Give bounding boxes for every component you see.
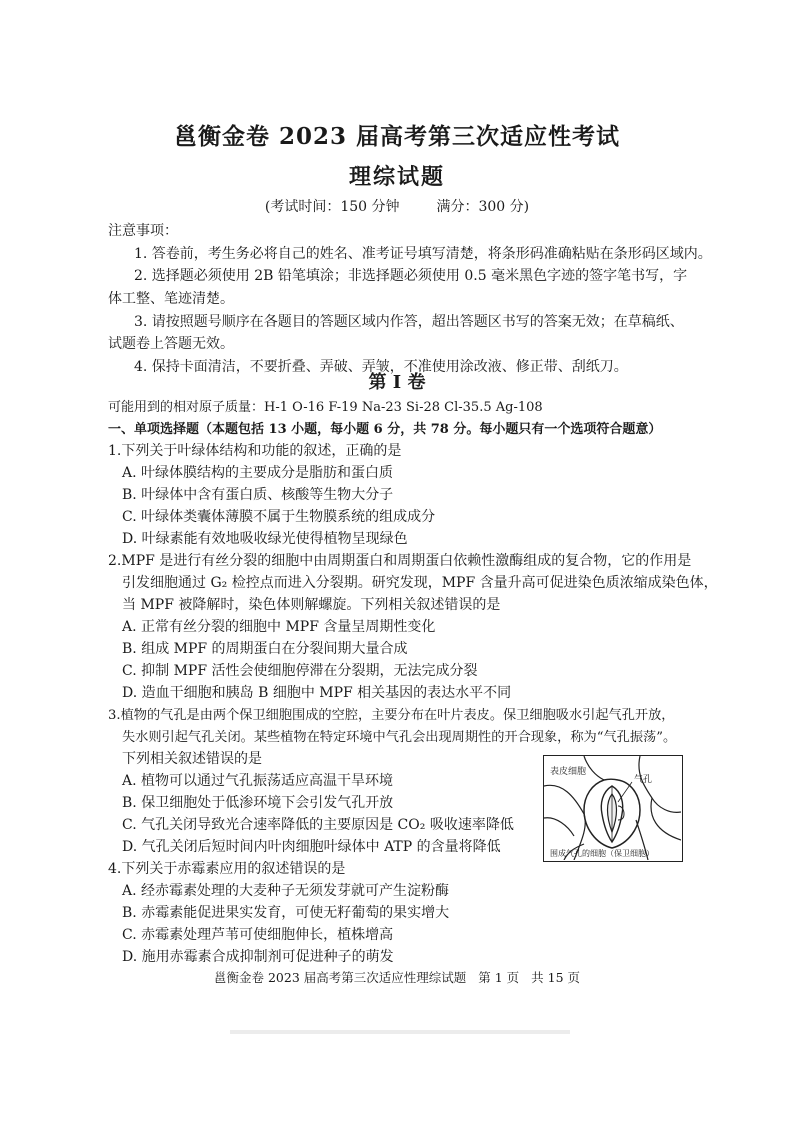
figure-caption: 围成气孔的细胞（保卫细胞） <box>550 849 654 858</box>
q4-option-b: B. 赤霉素能促进果实发育，可使无籽葡萄的果实增大 <box>122 905 450 921</box>
notice-heading: 注意事项： <box>108 223 178 239</box>
q3-stem-line-2: 失水则引起气孔关闭。某些植物在特定环境中气孔会出现周期性的开合现象，称为“气孔振荡”。 <box>122 730 677 745</box>
section-title: 第 I 卷 <box>368 372 426 393</box>
q3-stem-line-1: 3.植物的气孔是由两个保卫细胞围成的空腔，主要分布在叶片表皮。保卫细胞吸水引起气孔开放， <box>108 708 675 723</box>
exam-time: (考试时间：150 分钟 <box>264 199 400 215</box>
q4-option-c: C. 赤霉素处理芦苇可使细胞伸长，植株增高 <box>122 927 394 943</box>
q2-option-c: C. 抑制 MPF 活性会使细胞停滞在分裂期，无法完成分裂 <box>122 663 478 679</box>
q1-stem: 1.下列关于叶绿体结构和功能的叙述，正确的是 <box>108 443 402 459</box>
notice-line-2: 2. 选择题必须使用 2B 铅笔填涂；非选择题必须使用 0.5 毫米黑色字迹的签字笔书写，字 <box>134 268 688 284</box>
full-score: 满分：300 分) <box>436 199 530 215</box>
notice-line-3: 体工整、笔迹清楚。 <box>108 291 234 307</box>
footer-page: 第 1 页 <box>478 970 520 985</box>
atomic-masses: 可能用到的相对原子质量：H-1 O-16 F-19 Na-23 Si-28 Cl-35.5 Ag-108 <box>108 400 543 415</box>
exam-title: 邕衡金卷 2023 届高考第三次适应性考试 <box>173 123 621 150</box>
notice-line-4: 3. 请按照题号顺序在各题目的答题区域内作答，超出答题区书写的答案无效；在草稿纸、 <box>134 314 684 330</box>
q1-option-b: B. 叶绿体中含有蛋白质、核酸等生物大分子 <box>122 487 394 503</box>
q4-stem: 4.下列关于赤霉素应用的叙述错误的是 <box>108 861 346 877</box>
q2-option-d: D. 造血干细胞和胰岛 B 细胞中 MPF 相关基因的表达水平不同 <box>122 685 512 701</box>
q3-stem-line-3: 下列相关叙述错误的是 <box>122 751 262 767</box>
label-stoma: 气孔 <box>634 775 653 785</box>
q3-option-c: C. 气孔关闭导致光合速率降低的主要原因是 CO₂ 吸收速率降低 <box>122 817 514 833</box>
q1-option-c: C. 叶绿体类囊体薄膜不属于生物膜系统的组成成分 <box>122 509 436 525</box>
q2-option-a: A. 正常有丝分裂的细胞中 MPF 含量呈周期性变化 <box>122 619 436 635</box>
q4-option-d: D. 施用赤霉素合成抑制剂可促进种子的萌发 <box>122 949 394 965</box>
q1-option-a: A. 叶绿体膜结构的主要成分是脂肪和蛋白质 <box>122 465 394 481</box>
page-footer <box>0 968 794 986</box>
part-heading: 一、单项选择题（本题包括 13 小题，每小题 6 分，共 78 分。每小题只有一个选项符合题意） <box>108 422 662 437</box>
footer-doc-name: 邕衡金卷 2023 届高考第三次适应性理综试题 <box>214 970 467 985</box>
q2-option-b: B. 组成 MPF 的周期蛋白在分裂间期大量合成 <box>122 641 408 657</box>
footer-total: 共 15 页 <box>531 970 580 985</box>
label-epidermal-cell: 表皮细胞 <box>550 767 587 777</box>
scan-artifact <box>230 1030 570 1034</box>
q3-option-d: D. 气孔关闭后短时间内叶肉细胞叶绿体中 ATP 的含量将降低 <box>122 839 501 855</box>
q3-option-a: A. 植物可以通过气孔振荡适应高温干旱环境 <box>122 773 394 789</box>
notice-line-6: 4. 保持卡面清洁，不要折叠、弄破、弄皱，不准使用涂改液、修正带、刮纸刀。 <box>134 359 628 375</box>
q2-stem-line-3: 当 MPF 被降解时，染色体则解螺旋。下列相关叙述错误的是 <box>122 597 501 613</box>
notice-line-5: 试题卷上答题无效。 <box>108 336 234 352</box>
stomata-figure <box>543 755 683 862</box>
q3-option-b: B. 保卫细胞处于低渗环境下会引发气孔开放 <box>122 795 394 811</box>
notice-line-1: 1. 答卷前，考生务必将自己的姓名、准考证号填写清楚，将条形码准确粘贴在条形码区域内。 <box>134 246 712 262</box>
q4-option-a: A. 经赤霉素处理的大麦种子无须发芽就可产生淀粉酶 <box>122 883 450 899</box>
q2-stem-line-1: 2.MPF 是进行有丝分裂的细胞中由周期蛋白和周期蛋白依赖性激酶组成的复合物，它的作用是 <box>108 553 692 569</box>
q2-stem-line-2: 引发细胞通过 G₂ 检控点而进入分裂期。研究发现，MPF 含量升高可促进染色质浓缩成染色体， <box>122 575 718 591</box>
exam-subtitle: 理综试题 <box>348 164 445 190</box>
q1-option-d: D. 叶绿素能有效地吸收绿光使得植物呈现绿色 <box>122 531 408 547</box>
exam-info <box>0 196 794 216</box>
